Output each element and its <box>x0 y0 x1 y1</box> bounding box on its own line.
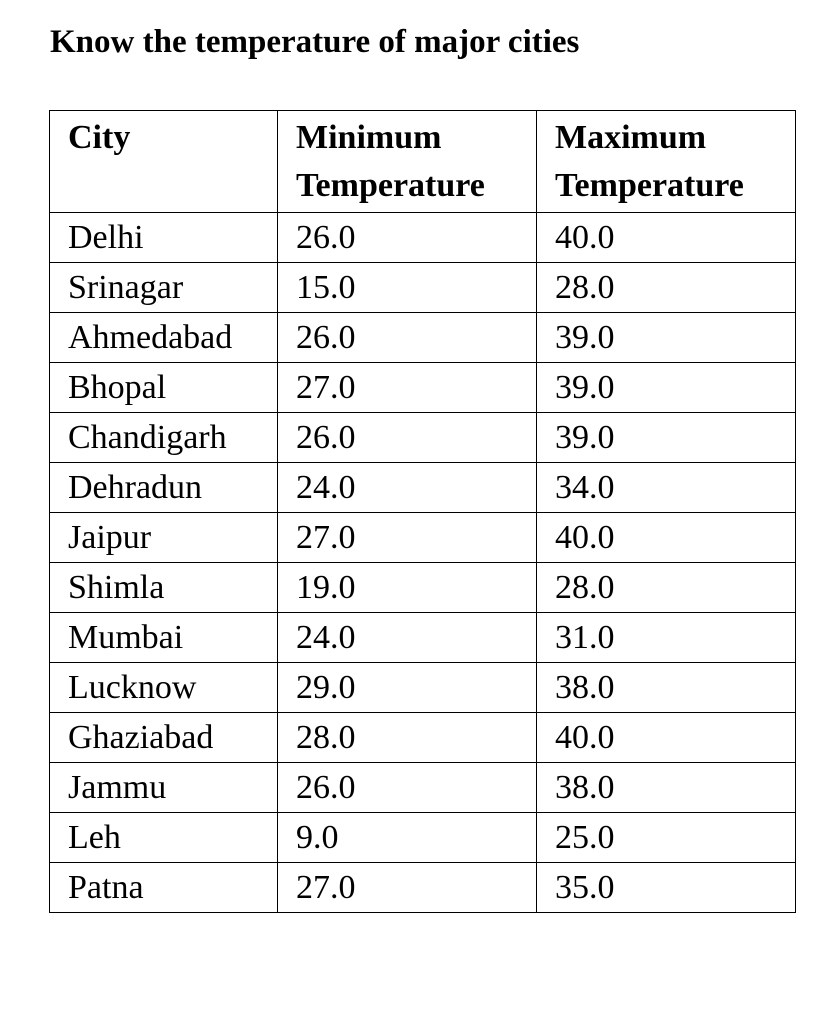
table-header <box>50 111 796 213</box>
max-temp-cell: 25.0 <box>537 813 796 863</box>
city-cell: Shimla <box>50 563 278 613</box>
min-temp-cell: 28.0 <box>278 713 537 763</box>
max-temp-cell: 28.0 <box>537 563 796 613</box>
max-temp-cell: 31.0 <box>537 613 796 663</box>
page-title: Know the temperature of major cities <box>50 24 580 60</box>
table-row <box>50 513 796 563</box>
header-min-line2: Temperature <box>296 167 485 204</box>
table-row <box>50 263 796 313</box>
city-cell: Dehradun <box>50 463 278 513</box>
header-max-line1: Maximum <box>555 119 707 156</box>
min-temp-cell: 27.0 <box>278 513 537 563</box>
max-temp-cell: 39.0 <box>537 313 796 363</box>
max-temp-cell: 28.0 <box>537 263 796 313</box>
table-row <box>50 763 796 813</box>
temperature-table <box>49 110 796 913</box>
min-temp-cell: 24.0 <box>278 463 537 513</box>
city-cell: Lucknow <box>50 663 278 713</box>
city-cell: Bhopal <box>50 363 278 413</box>
table-body <box>50 213 796 913</box>
max-temp-cell: 38.0 <box>537 663 796 713</box>
min-temp-cell: 26.0 <box>278 213 537 263</box>
min-temp-cell: 26.0 <box>278 763 537 813</box>
city-cell: Mumbai <box>50 613 278 663</box>
min-temp-cell: 9.0 <box>278 813 537 863</box>
max-temp-cell: 40.0 <box>537 213 796 263</box>
table-row <box>50 863 796 913</box>
min-temp-cell: 26.0 <box>278 413 537 463</box>
table-row <box>50 663 796 713</box>
min-temp-cell: 24.0 <box>278 613 537 663</box>
table-row <box>50 313 796 363</box>
min-temp-cell: 15.0 <box>278 263 537 313</box>
min-temp-cell: 19.0 <box>278 563 537 613</box>
city-cell: Jammu <box>50 763 278 813</box>
header-max-line2: Temperature <box>555 167 744 204</box>
max-temp-cell: 39.0 <box>537 363 796 413</box>
table-row <box>50 713 796 763</box>
table-row <box>50 413 796 463</box>
max-temp-cell: 40.0 <box>537 513 796 563</box>
header-row <box>50 111 796 213</box>
city-cell: Delhi <box>50 213 278 263</box>
header-minimum-temperature <box>278 111 537 213</box>
header-min-line1: Minimum <box>296 119 442 156</box>
min-temp-cell: 27.0 <box>278 363 537 413</box>
table-row <box>50 363 796 413</box>
min-temp-cell: 29.0 <box>278 663 537 713</box>
max-temp-cell: 35.0 <box>537 863 796 913</box>
max-temp-cell: 34.0 <box>537 463 796 513</box>
max-temp-cell: 38.0 <box>537 763 796 813</box>
max-temp-cell: 39.0 <box>537 413 796 463</box>
table-row <box>50 613 796 663</box>
table-row <box>50 463 796 513</box>
city-cell: Patna <box>50 863 278 913</box>
city-cell: Chandigarh <box>50 413 278 463</box>
min-temp-cell: 27.0 <box>278 863 537 913</box>
city-cell: Ghaziabad <box>50 713 278 763</box>
city-cell: Ahmedabad <box>50 313 278 363</box>
max-temp-cell: 40.0 <box>537 713 796 763</box>
city-cell: Leh <box>50 813 278 863</box>
table-row <box>50 813 796 863</box>
header-city-label: City <box>68 119 131 156</box>
city-cell: Srinagar <box>50 263 278 313</box>
table-row <box>50 213 796 263</box>
min-temp-cell: 26.0 <box>278 313 537 363</box>
header-maximum-temperature <box>537 111 796 213</box>
header-city <box>50 111 278 213</box>
table-row <box>50 563 796 613</box>
city-cell: Jaipur <box>50 513 278 563</box>
